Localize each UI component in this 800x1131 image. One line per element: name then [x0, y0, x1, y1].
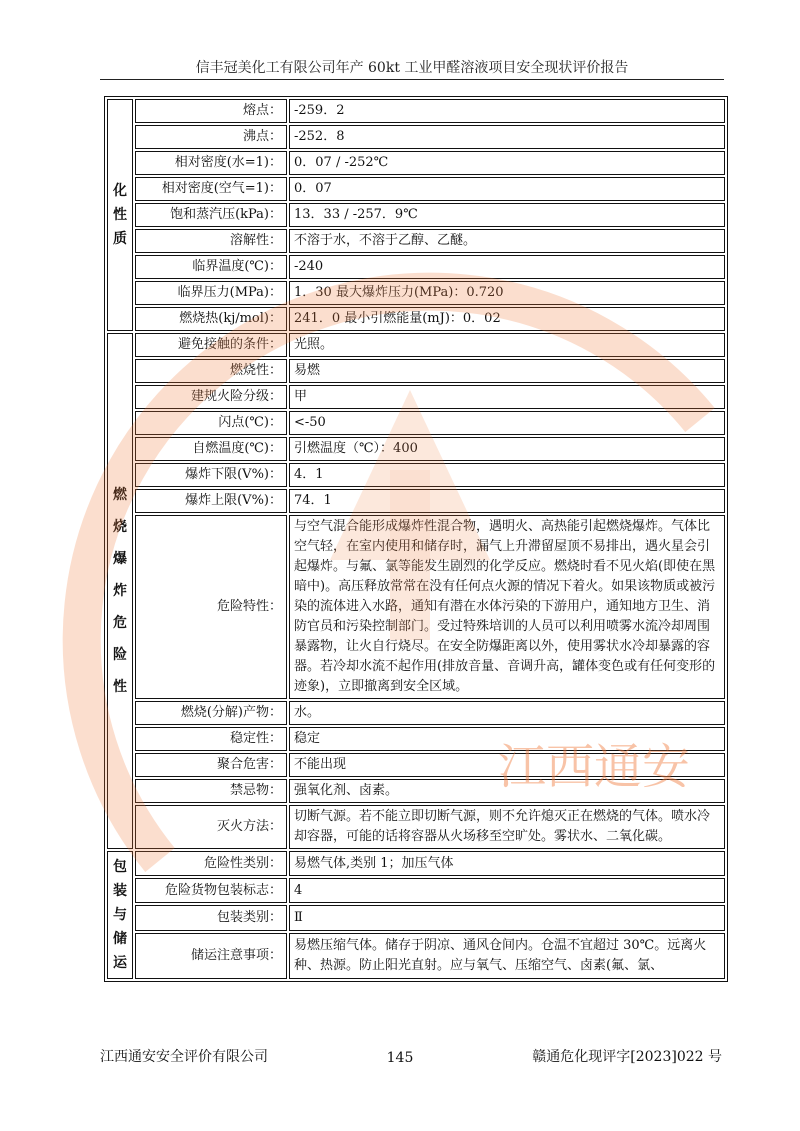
property-value: 1．30 最大爆炸压力(MPa)：0.720	[289, 281, 725, 305]
property-label: 溶解性：	[135, 229, 287, 253]
section-title: 化 性 质	[107, 99, 133, 331]
table-row	[107, 933, 725, 979]
table-row	[107, 151, 725, 175]
property-label: 自燃温度(℃)：	[135, 437, 287, 461]
table-row	[107, 99, 725, 123]
property-value: 13．33 / -257．9℃	[289, 203, 725, 227]
table-row	[107, 463, 725, 487]
property-value: 与空气混合能形成爆炸性混合物，遇明火、高热能引起燃烧爆炸。气体比空气轻，在室内使用和储存时，漏气上升滞留屋顶不易排出，遇火星会引起爆炸。与氟、氯等能发生剧烈的化学反应。燃烧时看不见火焰(即使在黑暗中)。高压释放常常在没有任何点火源的情况下着火。如果该物质或被污染的流体进入水路，通知有潜在水体污染的下游用户，通知地方卫生、消防官员和污染控制部门。受过特殊培训的人员可以利用喷雾水流冷却周围暴露物，让火自行烧尽。在安全防爆距离以外，使用雾状水冷却暴露的容器。若冷却水流不起作用(排放音量、音调升高，罐体变色或有任何变形的迹象)，立即撤离到安全区域。	[289, 515, 725, 699]
property-label: 储运注意事项：	[135, 933, 287, 979]
footer-company: 江西通安安全评价有限公司	[100, 1049, 268, 1065]
property-label: 禁忌物：	[135, 779, 287, 803]
table-row	[107, 905, 725, 930]
table-row	[107, 753, 725, 777]
property-label: 包装类别：	[135, 905, 287, 930]
table-row	[107, 779, 725, 803]
table-row	[107, 385, 725, 409]
property-value: <-50	[289, 411, 725, 435]
table-row	[107, 515, 725, 699]
property-value: -259．2	[289, 99, 725, 123]
table-row	[107, 805, 725, 849]
property-label: 危险货物包装标志：	[135, 878, 287, 903]
property-value: 不能出现	[289, 753, 725, 777]
property-value: 0．07 / -252℃	[289, 151, 725, 175]
property-label: 爆炸下限(V%)：	[135, 463, 287, 487]
property-value: 74．1	[289, 489, 725, 513]
property-label: 危险特性：	[135, 515, 287, 699]
table-row	[107, 437, 725, 461]
property-label: 闪点(℃)：	[135, 411, 287, 435]
footer-report-code: 赣通危化现评字[2023]022 号	[532, 1049, 722, 1065]
table-row	[107, 203, 725, 227]
property-value: 易燃压缩气体。储存于阴凉、通风仓间内。仓温不宜超过 30℃。远离火种、热源。防止阳光直射。应与氧气、压缩空气、卤素(氟、氯、	[289, 933, 725, 979]
table-row	[107, 307, 725, 331]
section-title: 包 装 与 储 运	[107, 851, 133, 979]
property-label: 相对密度(空气=1)：	[135, 177, 287, 201]
property-value: 水。	[289, 701, 725, 725]
section-title: 燃 烧 爆 炸 危 险 性	[107, 333, 133, 849]
property-value: 强氧化剂、卤素。	[289, 779, 725, 803]
table-row	[107, 177, 725, 201]
table-row	[107, 727, 725, 751]
table-row	[107, 851, 725, 876]
property-value: 0．07	[289, 177, 725, 201]
property-label: 沸点：	[135, 125, 287, 149]
property-value: Ⅱ	[289, 905, 725, 930]
property-value: 光照。	[289, 333, 725, 357]
table-row	[107, 359, 725, 383]
table-row	[107, 125, 725, 149]
property-value: 4	[289, 878, 725, 903]
property-value: 易燃	[289, 359, 725, 383]
property-label: 稳定性：	[135, 727, 287, 751]
property-label: 相对密度(水=1)：	[135, 151, 287, 175]
property-label: 聚合危害：	[135, 753, 287, 777]
property-label: 临界压力(MPa)：	[135, 281, 287, 305]
property-value: -252．8	[289, 125, 725, 149]
property-label: 熔点：	[135, 99, 287, 123]
table-row	[107, 229, 725, 253]
property-label: 燃烧(分解)产物：	[135, 701, 287, 725]
table-row	[107, 878, 725, 903]
table-row	[107, 281, 725, 305]
page-number: 145	[386, 1050, 414, 1066]
header-divider	[100, 79, 724, 80]
property-value: 4．1	[289, 463, 725, 487]
property-value: 稳定	[289, 727, 725, 751]
property-value: 不溶于水，不溶于乙醇、乙醚。	[289, 229, 725, 253]
property-label: 灭火方法：	[135, 805, 287, 849]
property-label: 避免接触的条件：	[135, 333, 287, 357]
property-label: 临界温度(℃)：	[135, 255, 287, 279]
property-value: -240	[289, 255, 725, 279]
property-label: 建规火险分级：	[135, 385, 287, 409]
property-value: 切断气源。若不能立即切断气源，则不允许熄灭正在燃烧的气体。喷水冷却容器，可能的话将容器从火场移至空旷处。雾状水、二氧化碳。	[289, 805, 725, 849]
table-row	[107, 255, 725, 279]
property-value: 甲	[289, 385, 725, 409]
property-value: 241．0 最小引燃能量(mJ)：0．02	[289, 307, 725, 331]
property-value: 引燃温度（℃）：400	[289, 437, 725, 461]
property-label: 爆炸上限(V%)：	[135, 489, 287, 513]
property-label: 危险性类别：	[135, 851, 287, 876]
table-row	[107, 489, 725, 513]
property-label: 燃烧热(kj/mol)：	[135, 307, 287, 331]
property-value: 易燃气体,类别 1；加压气体	[289, 851, 725, 876]
table-row	[107, 701, 725, 725]
property-label: 饱和蒸汽压(kPa)：	[135, 203, 287, 227]
property-table	[104, 96, 728, 982]
table-row	[107, 411, 725, 435]
page-header-title: 信丰冠美化工有限公司年产 60kt 工业甲醛溶液项目安全现状评价报告	[195, 60, 629, 76]
watermark-text: 江西通安	[498, 739, 691, 795]
property-label: 燃烧性：	[135, 359, 287, 383]
table-row	[107, 333, 725, 357]
